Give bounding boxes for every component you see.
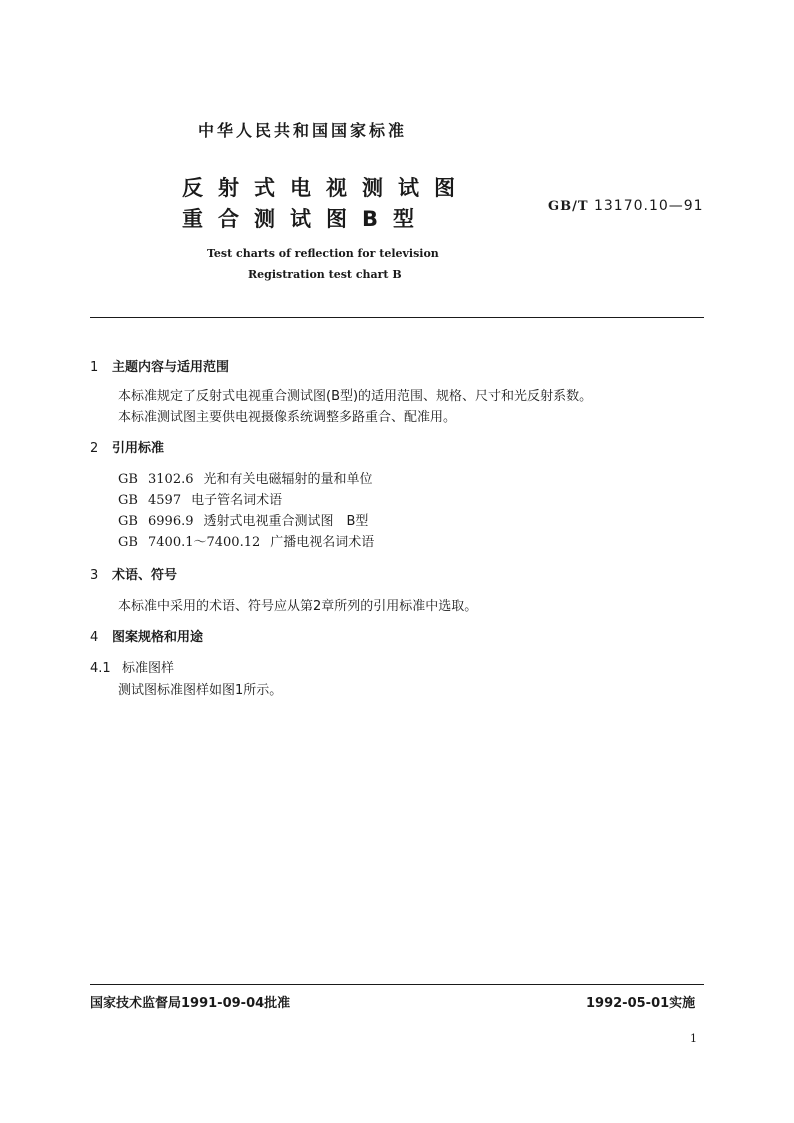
section-number: 4 (90, 630, 99, 645)
chinese-title-line-1: 反射式电视测试图 (182, 176, 470, 200)
section-number: 1 (90, 360, 99, 375)
english-title-line-1: Test charts of reflection for television (207, 247, 439, 260)
section-title: 主题内容与适用范围 (112, 360, 230, 375)
subsection-4-1-heading (90, 657, 174, 676)
reference-row (118, 489, 282, 508)
reference-number: 7400.1～7400.12 (148, 535, 261, 550)
chinese-title-line-2: 重合测试图B型 (182, 207, 430, 231)
reference-number: 4597 (148, 493, 182, 508)
reference-title: 透射式电视重合测试图 B型 (203, 514, 369, 529)
reference-prefix: GB (118, 535, 138, 550)
standard-number: 13170.10—91 (593, 198, 704, 214)
section-3-heading (90, 564, 177, 583)
reference-row (118, 531, 374, 550)
english-title-line-2: Registration test chart B (248, 268, 402, 281)
standard-code (548, 198, 704, 214)
reference-prefix: GB (118, 493, 138, 508)
reference-prefix: GB (118, 514, 138, 529)
subsection-4-1-paragraph-1: 测试图标准图样如图1所示。 (118, 683, 283, 698)
reference-title: 广播电视名词术语 (270, 535, 375, 550)
footer-divider (90, 984, 704, 985)
section-number: 3 (90, 568, 99, 583)
section-title: 图案规格和用途 (112, 630, 204, 645)
section-1-paragraph-2: 本标准测试图主要供电视摄像系统调整多路重合、配准用。 (118, 410, 457, 425)
implementation-date: 1992-05-01实施 (586, 996, 696, 1011)
reference-title: 电子管名词术语 (191, 493, 283, 508)
section-title: 术语、符号 (112, 568, 178, 583)
national-standard-header: 中华人民共和国国家标准 (198, 121, 408, 140)
subsection-title: 标准图样 (122, 661, 175, 676)
section-1-heading (90, 356, 229, 375)
reference-number: 6996.9 (148, 514, 194, 529)
section-4-heading (90, 626, 203, 645)
approval-date: 国家技术监督局1991-09-04批准 (90, 996, 291, 1011)
reference-row (118, 468, 373, 487)
reference-row (118, 510, 368, 529)
section-number: 2 (90, 441, 99, 456)
reference-prefix: GB (118, 472, 138, 487)
section-title: 引用标准 (112, 441, 165, 456)
reference-number: 3102.6 (148, 472, 194, 487)
reference-title: 光和有关电磁辐射的量和单位 (203, 472, 373, 487)
subsection-number: 4.1 (90, 661, 111, 676)
section-1-paragraph-1: 本标准规定了反射式电视重合测试图(B型)的适用范围、规格、尺寸和光反射系数。 (118, 389, 593, 404)
section-3-paragraph-1: 本标准中采用的术语、符号应从第2章所列的引用标准中选取。 (118, 599, 478, 614)
header-divider (90, 317, 704, 318)
section-2-heading (90, 437, 164, 456)
page-number: 1 (690, 1032, 697, 1045)
standard-prefix: GB/T (548, 199, 589, 214)
